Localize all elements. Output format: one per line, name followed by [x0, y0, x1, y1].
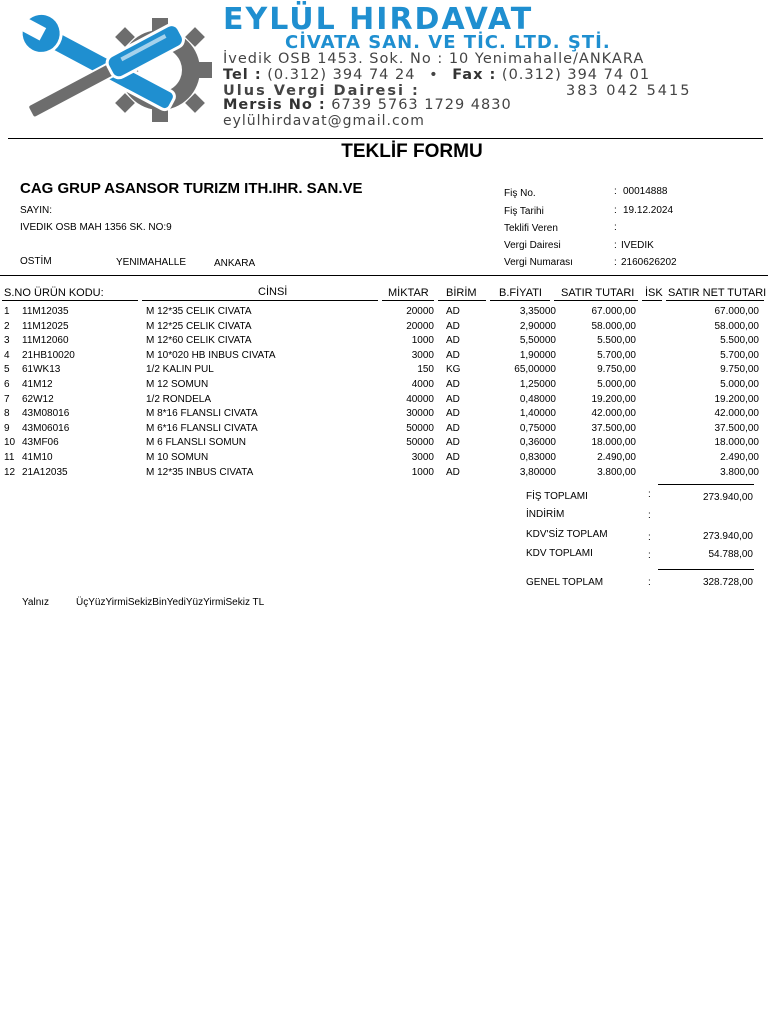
cell-birim: AD	[446, 393, 460, 405]
cell-sno: 3	[4, 335, 10, 347]
bullet: •	[429, 67, 439, 83]
cell-miktar: 1000	[411, 335, 434, 347]
mersis-number: 6739 5763 1729 4830	[331, 97, 512, 113]
header-underline	[554, 300, 638, 301]
cell-tutar: 42.000,00	[591, 408, 636, 420]
form-title: TEKLİF FORMU	[341, 141, 483, 162]
cell-net: 9.750,00	[720, 364, 759, 376]
company-subtitle: CİVATA SAN. VE TİC. LTD. ŞTİ.	[285, 32, 611, 53]
cell-kod: 11M12025	[22, 320, 69, 332]
genel-toplam-value: 328.728,00	[702, 577, 753, 588]
cell-fiyat: 3,35000	[519, 306, 556, 317]
cell-kod: 21HB10020	[22, 349, 75, 361]
vergi-dairesi-value: IVEDIK	[621, 240, 654, 251]
cell-miktar: 50000	[406, 422, 434, 434]
vergi-dairesi-label: Vergi Dairesi	[504, 240, 561, 251]
header-divider	[8, 138, 763, 139]
cell-fiyat: 0,75000	[519, 422, 556, 434]
cell-tutar: 37.500,00	[591, 422, 636, 434]
cell-sno: 10	[4, 437, 16, 449]
cell-miktar: 40000	[406, 393, 434, 405]
cell-tutar: 5.500,00	[597, 335, 636, 347]
vergi-dairesi-colon: :	[614, 240, 617, 251]
vergi-no-value: 2160626202	[621, 257, 677, 268]
fax-number: (0.312) 394 74 01	[501, 67, 651, 83]
col-header-sno: S.NO	[4, 287, 31, 299]
teklifi-veren-label: Teklifi Veren	[504, 223, 558, 234]
cell-cinsi: M 12*60 CELIK CIVATA	[146, 335, 252, 347]
company-email: eylülhirdavat@gmail.com	[223, 113, 425, 129]
cell-kod: 11M12060	[22, 335, 69, 347]
cell-birim: AD	[446, 379, 460, 390]
fis-toplami-label: FİŞ TOPLAMI	[526, 491, 588, 502]
fax-label: Fax :	[452, 67, 497, 83]
cell-cinsi: M 12*35 CELIK CIVATA	[146, 306, 252, 317]
cell-cinsi: 1/2 KALIN PUL	[146, 364, 214, 376]
header-underline	[642, 300, 662, 301]
cell-birim: AD	[446, 408, 460, 420]
cell-sno: 2	[4, 320, 10, 332]
table-top-rule	[0, 275, 768, 276]
cell-kod: 41M12	[22, 379, 53, 390]
header-underline	[382, 300, 434, 301]
fis-tarihi-colon: :	[614, 205, 617, 216]
kdv-label: KDV TOPLAMI	[526, 548, 593, 559]
cell-net: 3.800,00	[720, 466, 759, 478]
cell-fiyat: 5,50000	[519, 335, 556, 347]
vergi-no-label: Vergi Numarası	[504, 257, 573, 268]
cell-fiyat: 1,25000	[519, 379, 556, 390]
cell-kod: 41M10	[22, 452, 53, 463]
customer-city: ANKARA	[214, 258, 256, 269]
cell-net: 67.000,00	[714, 306, 759, 317]
vergi-no-colon: :	[614, 257, 617, 268]
teklifi-veren-colon: :	[614, 222, 617, 233]
fis-toplami-value: 273.940,00	[702, 492, 753, 503]
header-underline	[142, 300, 378, 301]
cell-birim: AD	[446, 306, 460, 317]
cell-net: 37.500,00	[714, 422, 759, 434]
cell-birim: AD	[446, 349, 460, 361]
col-header-birim: BİRİM	[446, 287, 477, 299]
cell-tutar: 5.700,00	[597, 349, 636, 361]
cell-kod: 61WK13	[22, 364, 61, 376]
cell-cinsi: M 12*35 INBUS CIVATA	[146, 466, 254, 478]
cell-cinsi: M 12 SOMUN	[146, 379, 209, 390]
kdvsiz-value: 273.940,00	[702, 531, 753, 542]
cell-kod: 11M12035	[22, 306, 69, 317]
tel-label: Tel :	[223, 67, 262, 83]
kdvsiz-label: KDV'SİZ TOPLAM	[526, 529, 608, 540]
cell-miktar: 20000	[406, 320, 434, 332]
totals-bottom-rule	[658, 569, 754, 570]
cell-tutar: 2.490,00	[597, 452, 636, 463]
cell-fiyat: 2,90000	[519, 320, 556, 332]
tax-office-label: Ulus Vergi Dairesi :	[223, 83, 420, 99]
cell-birim: AD	[446, 466, 460, 478]
company-phone-row	[223, 67, 650, 83]
customer-address: IVEDIK OSB MAH 1356 SK. NO:9	[20, 222, 172, 233]
cell-miktar: 3000	[411, 452, 434, 463]
cell-birim: AD	[446, 320, 460, 332]
customer-district2: YENIMAHALLE	[116, 257, 187, 268]
cell-cinsi: M 6*16 FLANSLI CIVATA	[146, 422, 258, 434]
cell-net: 5.000,00	[720, 379, 759, 390]
col-header-cinsi: CİNSİ	[258, 286, 288, 298]
fis-tarihi-label: Fiş Tarihi	[504, 206, 544, 217]
cell-tutar: 58.000,00	[591, 320, 636, 332]
amount-words-value: ÜçYüzYirmiSekizBinYediYüzYirmiSekiz TL	[76, 597, 265, 608]
cell-miktar: 150	[417, 364, 434, 376]
cell-sno: 8	[4, 408, 10, 420]
totals-top-rule	[658, 484, 754, 485]
cell-net: 2.490,00	[720, 452, 759, 463]
cell-fiyat: 0,48000	[519, 393, 556, 405]
customer-name: CAG GRUP ASANSOR TURIZM ITH.IHR. SAN.VE	[20, 180, 363, 197]
genel-toplam-colon: :	[648, 577, 651, 588]
cell-sno: 5	[4, 364, 10, 376]
cell-sno: 4	[4, 349, 10, 361]
cell-fiyat: 3,80000	[519, 466, 556, 478]
cell-miktar: 50000	[406, 437, 434, 449]
col-header-net: SATIR NET TUTARI	[668, 287, 767, 299]
genel-toplam-label: GENEL TOPLAM	[526, 577, 604, 588]
cell-birim: KG	[446, 364, 461, 376]
cell-miktar: 1000	[411, 466, 434, 478]
cell-miktar: 30000	[406, 408, 434, 420]
indirim-label: İNDİRİM	[526, 509, 565, 520]
cell-fiyat: 0,83000	[519, 452, 556, 463]
cell-birim: AD	[446, 452, 460, 463]
col-header-miktar: MİKTAR	[388, 287, 429, 299]
cell-cinsi: M 12*25 CELIK CIVATA	[146, 320, 252, 332]
cell-net: 42.000,00	[714, 408, 759, 420]
fis-no-label: Fiş No.	[504, 188, 536, 199]
kdv-value: 54.788,00	[708, 549, 753, 560]
cell-cinsi: M 10*020 HB INBUS CIVATA	[146, 349, 276, 361]
col-header-isk: İSK	[645, 287, 663, 299]
fis-no-value: 00014888	[623, 186, 668, 197]
cell-sno: 7	[4, 393, 10, 405]
cell-birim: AD	[446, 335, 460, 347]
cell-kod: 21A12035	[22, 466, 68, 478]
cell-tutar: 18.000,00	[591, 437, 636, 449]
cell-fiyat: 1,40000	[519, 408, 556, 420]
cell-sno: 1	[4, 306, 10, 317]
cell-kod: 43M06016	[22, 422, 70, 434]
mersis-row	[223, 97, 512, 113]
company-address: İvedik OSB 1453. Sok. No : 10 Yenimahalle/ANKARA	[223, 51, 645, 67]
cell-birim: AD	[446, 422, 460, 434]
cell-tutar: 5.000,00	[597, 379, 636, 390]
cell-tutar: 19.200,00	[591, 393, 636, 405]
fis-toplami-colon: :	[648, 489, 651, 500]
cell-fiyat: 1,90000	[519, 349, 556, 361]
mersis-label: Mersis No :	[223, 97, 326, 113]
cell-kod: 43MF06	[22, 437, 59, 449]
cell-cinsi: M 8*16 FLANSLI CIVATA	[146, 408, 258, 420]
company-name: EYLÜL HIRDAVAT	[223, 2, 534, 37]
cell-net: 5.700,00	[720, 349, 759, 361]
cell-miktar: 20000	[406, 306, 434, 317]
cell-tutar: 9.750,00	[597, 364, 636, 376]
cell-cinsi: 1/2 RONDELA	[146, 393, 212, 405]
cell-net: 58.000,00	[714, 320, 759, 332]
header-underline	[490, 300, 550, 301]
cell-sno: 12	[4, 466, 16, 478]
col-header-tutar: SATIR TUTARI	[561, 287, 635, 299]
company-logo	[10, 8, 215, 133]
cell-cinsi: M 10 SOMUN	[146, 452, 209, 463]
cell-sno: 11	[4, 452, 15, 463]
cell-tutar: 67.000,00	[591, 306, 636, 317]
cell-kod: 62W12	[22, 393, 54, 405]
customer-sayin: SAYIN:	[20, 205, 53, 216]
kdvsiz-colon: :	[648, 532, 651, 543]
cell-sno: 9	[4, 422, 10, 434]
header-underline	[2, 300, 138, 301]
fis-no-colon: :	[614, 186, 617, 197]
cell-cinsi: M 6 FLANSLI SOMUN	[146, 437, 247, 449]
header-underline	[666, 300, 764, 301]
cell-net: 5.500,00	[720, 335, 759, 347]
cell-miktar: 4000	[411, 379, 434, 390]
tel-number: (0.312) 394 74 24	[267, 67, 416, 83]
cell-miktar: 3000	[411, 349, 434, 361]
cell-birim: AD	[446, 437, 460, 449]
customer-district1: OSTİM	[20, 256, 52, 267]
cell-net: 18.000,00	[714, 437, 759, 449]
header-underline	[438, 300, 486, 301]
cell-fiyat: 0,36000	[519, 437, 556, 449]
cell-kod: 43M08016	[22, 408, 70, 420]
col-header-fiyat: B.FİYATI	[499, 287, 542, 299]
kdv-colon: :	[648, 550, 651, 561]
col-header-kod: ÜRÜN KODU:	[34, 287, 104, 299]
cell-sno: 6	[4, 379, 10, 390]
fis-tarihi-value: 19.12.2024	[623, 205, 674, 216]
tax-number: 383 042 5415	[566, 83, 692, 99]
indirim-colon: :	[648, 510, 651, 521]
cell-tutar: 3.800,00	[597, 466, 636, 478]
cell-net: 19.200,00	[714, 393, 759, 405]
amount-words-label: Yalnız	[22, 597, 50, 608]
cell-fiyat: 65,00000	[514, 364, 556, 376]
